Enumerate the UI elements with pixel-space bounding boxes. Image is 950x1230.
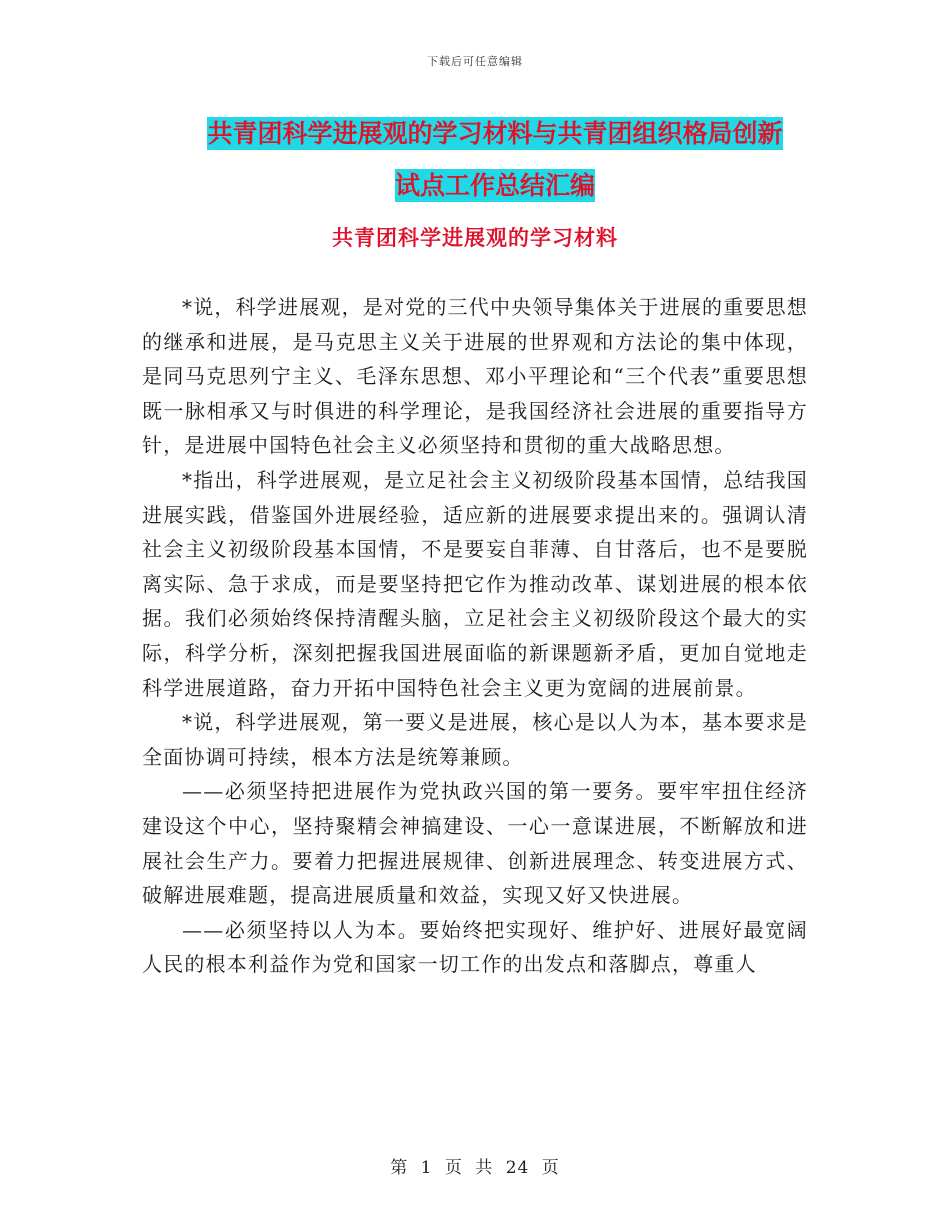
section-title: 共青团科学进展观的学习材料 [332,226,618,250]
body-paragraph: *指出，科学进展观，是立足社会主义初级阶段基本国情，总结我国进展实践，借鉴国外进展经验，适应新的进展要求提出来的。强调认清社会主义初级阶段基本国情，不是要妄自菲薄、自甘落后，也不是要脱离实际、急于求成，而是要坚持把它作为推动改革、谋划进展的根本依据。我们必须始终保持清醒头脑，立足社会主义初级阶段这个最大的实际，科学分析，深刻把握我国进展面临的新课题新矛盾，更加自觉地走科学进展道路，奋力开拓中国特色社会主义更为宽阔的进展前景。 [142,467,808,700]
document-title-line-1: 共青团科学进展观的学习材料与共青团组织格局创新 [207,119,783,148]
body-paragraph: *说，科学进展观，第一要义是进展，核心是以人为本，基本要求是全面协调可持续，根本方法是统筹兼顾。 [142,710,808,769]
document-body [142,290,808,982]
document-title [140,108,850,212]
body-paragraph: ——必须坚持以人为本。要始终把实现好、维护好、进展好最宽阔人民的根本利益作为党和国家一切工作的出发点和落脚点，尊重人 [142,917,808,977]
document-title-line-2: 试点工作总结汇编 [394,171,595,200]
body-paragraph: ——必须坚持把进展作为党执政兴国的第一要务。要牢牢扭住经济建设这个中心，坚持聚精会神搞建设、一心一意谋进展，不断解放和进展社会生产力。要着力把握进展规律、创新进展理念、转变进展方式、破解进展难题，提高进展质量和效益，实现又好又快进展。 [142,779,808,908]
body-paragraph: *说，科学进展观，是对党的三代中央领导集体关于进展的重要思想的继承和进展，是马克思主义关于进展的世界观和方法论的集中体现，是同马克思列宁主义、毛泽东思想、邓小平理论和“三个代表”重要思想既一脉相承又与时俱进的科学理论，是我国经济社会进展的重要指导方针，是进展中国特色社会主义必须坚持和贯彻的重大战略思想。 [142,295,808,458]
page-header-note: 下载后可任意编辑 [427,55,523,68]
page-number-footer: 第 1 页 共 24 页 [390,1158,560,1178]
